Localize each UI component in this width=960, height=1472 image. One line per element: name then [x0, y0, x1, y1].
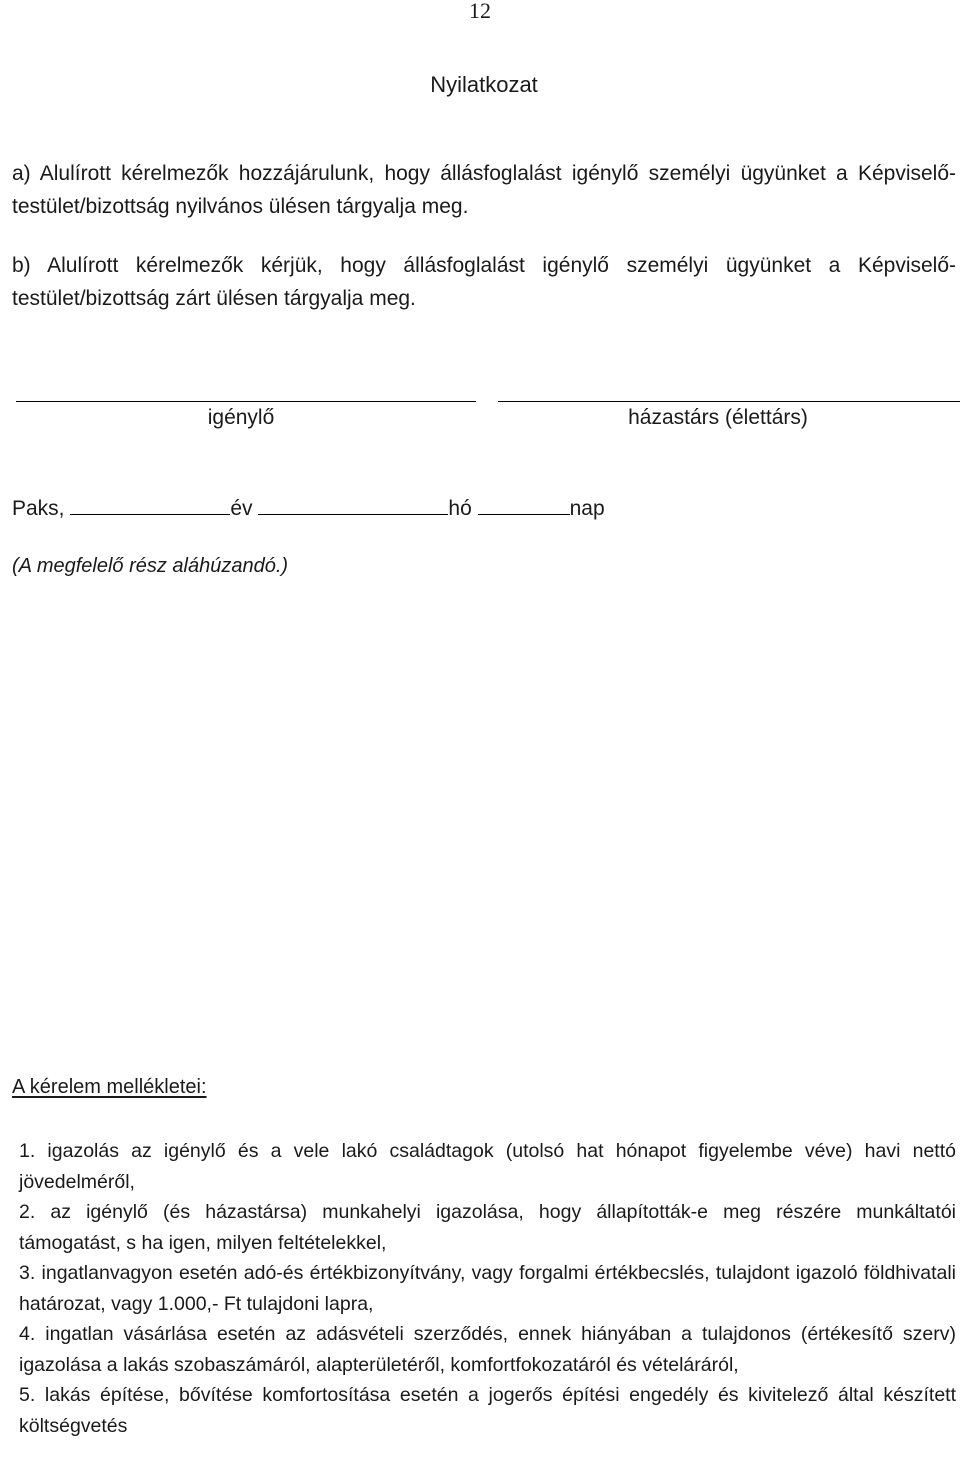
spouse-signature-line [498, 401, 960, 402]
applicant-signature-line [16, 401, 476, 402]
applicant-signature-label: igénylő [207, 406, 275, 429]
list-item: 2. az igénylő (és házastársa) munkahelyi igazolása, hogy állapították-e meg részére munkáltatói támogatást, s ha igen, milyen feltételekkel, [19, 1201, 956, 1254]
attachments-list [19, 1136, 956, 1441]
list-item: 5. lakás építése, bővítése komfortosítása esetén a jogerős építési engedély és kivitelező által készített költségvetés [19, 1384, 956, 1437]
page-number: 12 [469, 0, 491, 23]
date-line [12, 496, 605, 521]
year-blank [70, 496, 230, 515]
list-item: 4. ingatlan vásárlása esetén az adásvételi szerződés, ennek hiányában a tulajdonos (értékesítő szerv) igazolása a lakás szobaszámáról, alapterületéről, komfortfokozatáról és vételáráról, [19, 1323, 956, 1376]
attachments-title: A kérelem mellékletei: [12, 1076, 207, 1098]
date-day-label: nap [569, 497, 605, 520]
underline-note: (A megfelelő rész aláhúzandó.) [12, 555, 289, 577]
list-item: 3. ingatlanvagyon esetén adó-és értékbizonyítvány, vagy forgalmi értékbecslés, tulajdont igazoló földhivatali határozat, vagy 1.000,- Ft tulajdoni lapra, [19, 1262, 956, 1315]
date-month-label: hó [448, 497, 472, 520]
statement-a: a) Alulírott kérelmezők hozzájárulunk, hogy állásfoglalást igénylő személyi ügyünket a Képviselő-testület/bizottság nyilvános ülésen tárgyalja meg. [12, 162, 956, 218]
page-title: Nyilatkozat [430, 72, 538, 97]
day-blank [478, 496, 570, 515]
statement-b: b) Alulírott kérelmezők kérjük, hogy állásfoglalást igénylő személyi ügyünket a Képviselő-testület/bizottság zárt ülésen tárgyalja meg. [12, 254, 956, 310]
date-year-label: év [230, 497, 253, 520]
month-blank [258, 496, 448, 515]
date-place: Paks, [12, 497, 65, 520]
list-item: 1. igazolás az igénylő és a vele lakó családtagok (utolsó hat hónapot figyelembe véve) havi nettó jövedelméről, [19, 1140, 956, 1193]
spouse-signature-label: házastárs (élettárs) [628, 406, 808, 429]
